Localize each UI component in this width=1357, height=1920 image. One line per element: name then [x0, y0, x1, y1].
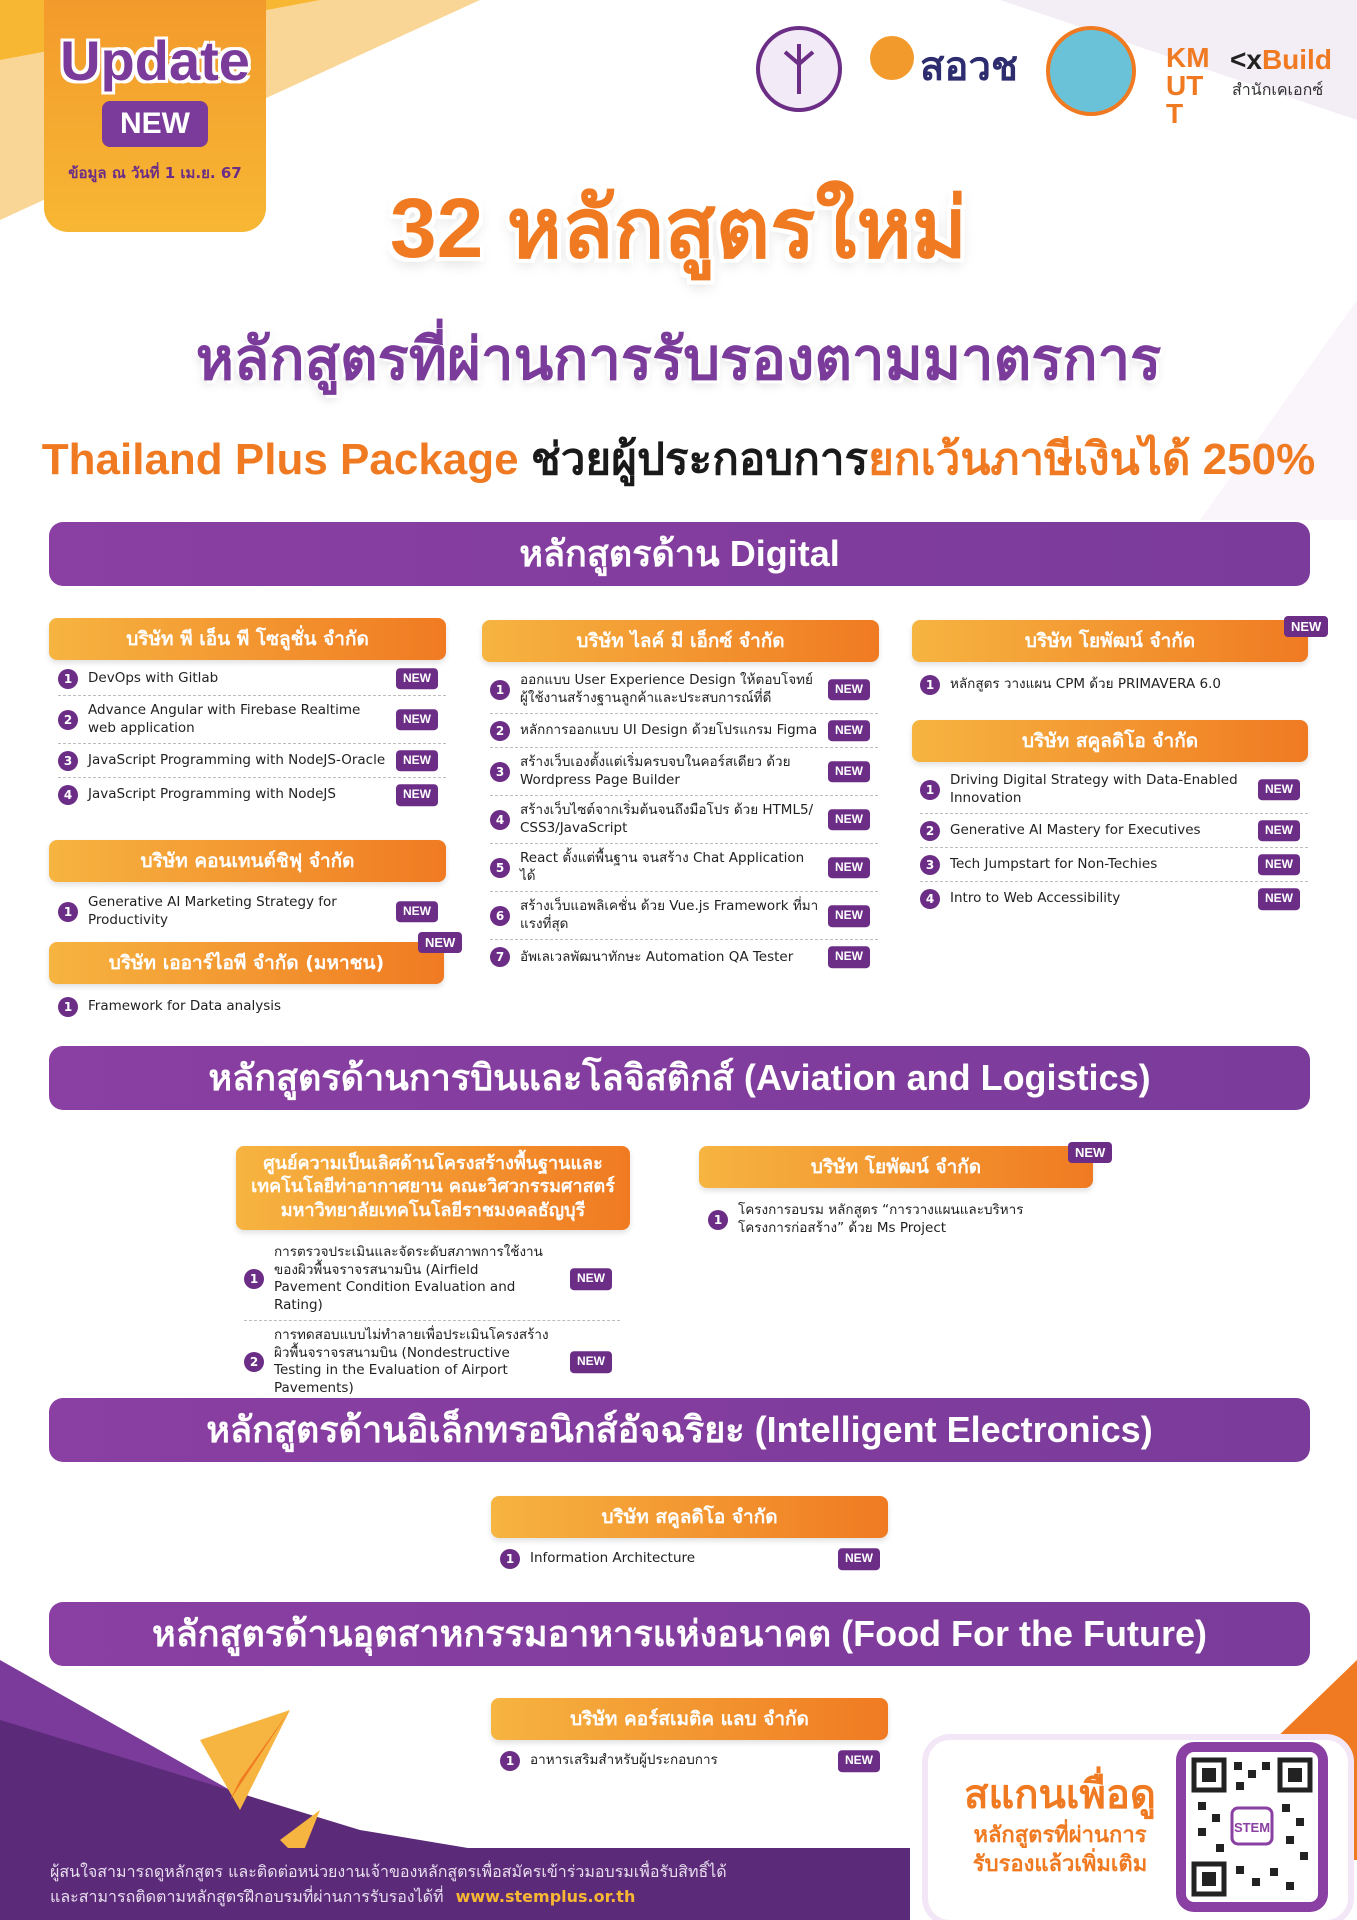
ministry-seal-logo	[756, 26, 842, 112]
footer-text: ผู้สนใจสามารถดูหลักสูตร และติดต่อหน่วยงานเจ้าของหลักสูตรเพื่อสมัครเข้าร่วมอบรมเพื่อรับสิทธิ์ได้ และสามารถติดตามหลักสูตรฝึกอบรมที่ผ่านการรับรองได้ที่ www.stemplus.or.th	[50, 1862, 727, 1906]
course-list-rpi	[58, 990, 446, 1024]
xbuild-logo: <xBuild	[1230, 44, 1332, 75]
headline-main: 32 หลักสูตรใหม่	[389, 181, 968, 275]
list-item: 4 JavaScript Programming with NodeJS NEW	[58, 778, 446, 812]
royal-seal-logo	[1046, 26, 1136, 116]
headline-package: Thailand Plus Package ช่วยผู้ประกอบการยกเว้นภาษีเงินได้ 250%	[41, 435, 1316, 484]
new-badge: NEW	[102, 101, 208, 147]
data-date: ข้อมูล ณ วันที่ 1 เม.ย. 67	[68, 164, 242, 182]
course-list-skooldio	[920, 766, 1308, 916]
trident-icon	[760, 30, 838, 108]
scan-subtitle: หลักสูตรที่ผ่านการ รับรองแล้วเพิ่มเติม	[972, 1823, 1148, 1877]
new-tag: NEW	[418, 932, 462, 953]
list-item: 4 Intro to Web Accessibility NEW	[920, 882, 1308, 916]
course-list-yophat-aviation	[708, 1196, 1093, 1243]
svg-text:STEM: STEM	[1233, 1820, 1271, 1835]
company-yophat-aviation: บริษัท โยพัฒน์ จำกัด	[699, 1146, 1093, 1188]
company-yophat: บริษัท โยพัฒน์ จำกัด	[912, 620, 1308, 662]
scan-title: สแกนเพื่อดู	[964, 1773, 1156, 1817]
list-item: 1 DevOps with Gitlab NEW	[58, 662, 446, 696]
list-item: 2 Generative AI Mastery for Executives NEW	[920, 814, 1308, 848]
website-link[interactable]: www.stemplus.or.th	[455, 1886, 636, 1906]
list-item: 1 ออกแบบ User Experience Design ให้ตอบโจทย์ผู้ใช้งานสร้างฐานลูกค้าและประสบการณ์ที่ดี NEW	[490, 666, 878, 714]
company-skooldio: บริษัท สคูลดิโอ จำกัด	[912, 720, 1308, 762]
list-item: 5 React ตั้งแต่พื้นฐาน จนสร้าง Chat Application ได้ NEW	[490, 844, 878, 892]
course-list-yophat	[920, 668, 1308, 702]
company-skooldio-electronics: บริษัท สคูลดิโอ จำกัด	[491, 1496, 888, 1538]
section-food: หลักสูตรด้านอุตสาหกรรมอาหารแห่งอนาคต (Food For the Future)	[49, 1602, 1310, 1666]
list-item: 1 การตรวจประเมินและจัดระดับสภาพการใช้งานของผิวพื้นจราจรสนามบิน (Airfield Pavement Condition Evaluation and Rating) NEW	[244, 1238, 620, 1321]
qr-code[interactable]	[1176, 1742, 1328, 1912]
list-item: 1 Information Architecture NEW	[500, 1542, 888, 1576]
company-rpi: บริษัท เออาร์ไอพี จำกัด (มหาชน)	[49, 942, 444, 984]
course-list-likemex	[490, 666, 878, 974]
course-list-pnp	[58, 662, 446, 812]
list-item: 2 Advance Angular with Firebase Realtime web application NEW	[58, 696, 446, 744]
company-aviation-center: ศูนย์ความเป็นเลิศด้านโครงสร้างพื้นฐานและเทคโนโลยีท่าอากาศยาน คณะวิศวกรรมศาสตร์ มหาวิทยาลัยเทคโนโลยีราชมงคลธัญบุรี	[236, 1146, 630, 1230]
list-item: 1 Driving Digital Strategy with Data-Enabled Innovation NEW	[920, 766, 1308, 814]
list-item: 1 Framework for Data analysis	[58, 990, 446, 1024]
company-pnp: บริษัท พี เอ็น พี โซลูชั่น จำกัด	[49, 618, 446, 660]
kmutt-logo: KMUTT	[1166, 42, 1210, 129]
course-list-skooldio-electronics	[500, 1542, 888, 1576]
list-item: 2 การทดสอบแบบไม่ทำลายเพื่อประเมินโครงสร้างผิวพื้นจราจรสนามบิน (Nondestructive Testing in the Evaluation of Airport Pavements) NEW	[244, 1321, 620, 1403]
company-contentship: บริษัท คอนเทนต์ชิฟุ จำกัด	[49, 840, 446, 882]
new-tag: NEW	[1068, 1142, 1112, 1163]
list-item: 1 อาหารเสริมสำหรับผู้ประกอบการ NEW	[500, 1744, 888, 1778]
section-aviation: หลักสูตรด้านการบินและโลจิสติกส์ (Aviation and Logistics)	[49, 1046, 1310, 1110]
xbuild-sub: สำนักเคเอกซ์	[1232, 82, 1324, 99]
list-item: 1 โครงการอบรม หลักสูตร “การวางแผนและบริหารโครงการก่อสร้าง” ด้วย Ms Project	[708, 1196, 1093, 1243]
course-list-cosmetic	[500, 1744, 888, 1778]
list-item: 1 Generative AI Marketing Strategy for Productivity NEW	[58, 888, 446, 935]
section-electronics: หลักสูตรด้านอิเล็กทรอนิกส์อัจฉริยะ (Intelligent Electronics)	[49, 1398, 1310, 1462]
course-list-aviation-center	[244, 1238, 620, 1403]
section-digital: หลักสูตรด้าน Digital	[49, 522, 1310, 586]
list-item: 6 สร้างเว็บแอพลิเคชั่น ด้วย Vue.js Framework ที่มาแรงที่สุด NEW	[490, 892, 878, 940]
update-title: Update	[60, 29, 250, 92]
list-item: 4 สร้างเว็บไซต์จากเริ่มต้นจนถึงมือโปร ด้วย HTML5/ CSS3/JavaScript NEW	[490, 796, 878, 844]
qr-code-icon	[1186, 1752, 1318, 1902]
headline-sub: หลักสูตรที่ผ่านการรับรองตามมาตรการ	[195, 327, 1162, 392]
list-item: 3 สร้างเว็บเองตั้งแต่เริ่มครบจบในคอร์สเดียว ด้วย Wordpress Page Builder NEW	[490, 748, 878, 796]
list-item: 3 JavaScript Programming with NodeJS-Oracle NEW	[58, 744, 446, 778]
list-item: 2 หลักการออกแบบ UI Design ด้วยโปรแกรม Figma NEW	[490, 714, 878, 748]
list-item: 7 อัพเลเวลพัฒนาทักษะ Automation QA Tester NEW	[490, 940, 878, 974]
sorwor-logo-text: สอวช	[920, 45, 1019, 89]
company-cosmetic: บริษัท คอร์สเมติค แลบ จำกัด	[491, 1698, 888, 1740]
list-item: 3 Tech Jumpstart for Non-Techies NEW	[920, 848, 1308, 882]
course-list-contentship	[58, 888, 446, 935]
company-likemex: บริษัท ไลค์ มี เอ็กซ์ จำกัด	[482, 620, 879, 662]
new-tag: NEW	[1284, 616, 1328, 637]
list-item: 1 หลักสูตร วางแผน CPM ด้วย PRIMAVERA 6.0	[920, 668, 1308, 702]
sorwor-logo-mark	[870, 36, 914, 80]
